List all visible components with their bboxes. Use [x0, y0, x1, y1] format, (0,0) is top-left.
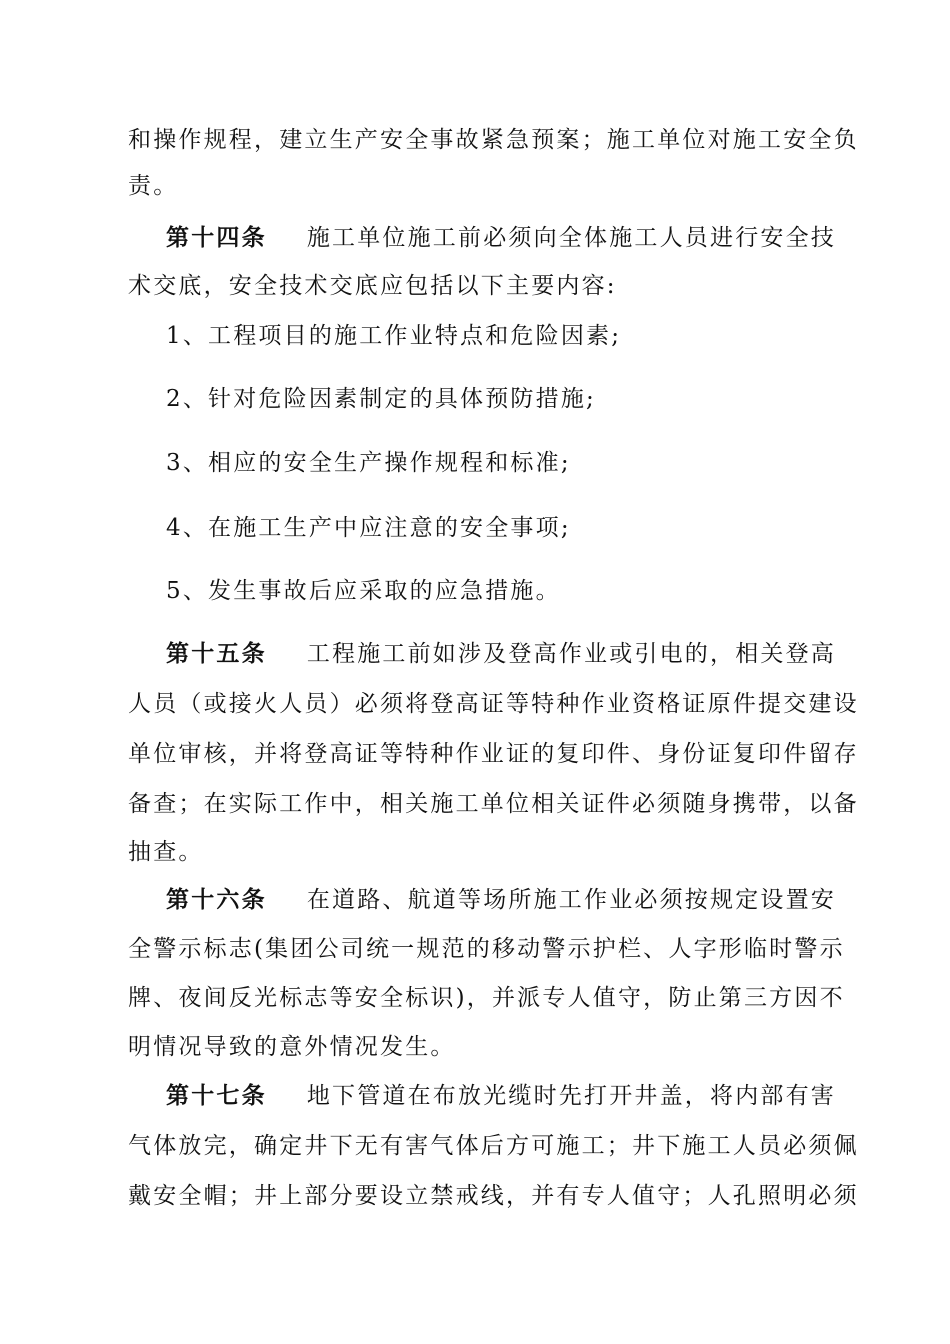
article-14-line-1: [166, 223, 836, 253]
list-item: 3、相应的安全生产操作规程和标准;: [166, 450, 571, 476]
list-item: 1、工程项目的施工作业特点和危险因素;: [166, 323, 622, 349]
paragraph-line: 抽查。: [128, 839, 204, 865]
paragraph-line: 明情况导致的意外情况发生。: [128, 1034, 456, 1060]
list-item: 4、在施工生产中应注意的安全事项;: [166, 515, 571, 541]
paragraph-line: 全警示标志(集团公司统一规范的移动警示护栏、人字形临时警示: [128, 936, 845, 962]
article-14-text: 施工单位施工前必须向全体施工人员进行安全技: [306, 225, 837, 251]
paragraph-line: 气体放完，确定井下无有害气体后方可施工；井下施工人员必须佩: [128, 1133, 859, 1159]
article-17-line-1: [166, 1081, 836, 1111]
article-17-title: 第十七条: [166, 1082, 267, 1109]
article-16-text: 在道路、航道等场所施工作业必须按规定设置安: [306, 887, 837, 913]
article-16-line-1: [166, 885, 836, 915]
paragraph-line: 戴安全帽；井上部分要设立禁戒线，并有专人值守；人孔照明必须: [128, 1183, 859, 1209]
list-item: 2、针对危险因素制定的具体预防措施;: [166, 386, 596, 412]
paragraph-line: 牌、夜间反光标志等安全标识)，并派专人值守，防止第三方因不: [128, 985, 845, 1011]
article-15-title: 第十五条: [166, 640, 267, 667]
paragraph-line: 责。: [128, 173, 179, 199]
paragraph-line: 和操作规程，建立生产安全事故紧急预案；施工单位对施工安全负: [128, 127, 859, 153]
article-15-text: 工程施工前如涉及登高作业或引电的，相关登高: [306, 641, 837, 667]
paragraph-line: 备查；在实际工作中，相关施工单位相关证件必须随身携带，以备: [128, 791, 859, 817]
article-17-text: 地下管道在布放光缆时先打开井盖，将内部有害: [306, 1083, 837, 1109]
article-15-line-1: [166, 639, 836, 669]
article-16-title: 第十六条: [166, 886, 267, 913]
paragraph-line: 术交底，安全技术交底应包括以下主要内容:: [128, 273, 617, 299]
paragraph-line: 单位审核，并将登高证等特种作业证的复印件、身份证复印件留存: [128, 741, 859, 767]
paragraph-line: 人员（或接火人员）必须将登高证等特种作业资格证原件提交建设: [128, 691, 859, 717]
list-item: 5、发生事故后应采取的应急措施。: [166, 578, 561, 604]
article-14-title: 第十四条: [166, 224, 267, 251]
